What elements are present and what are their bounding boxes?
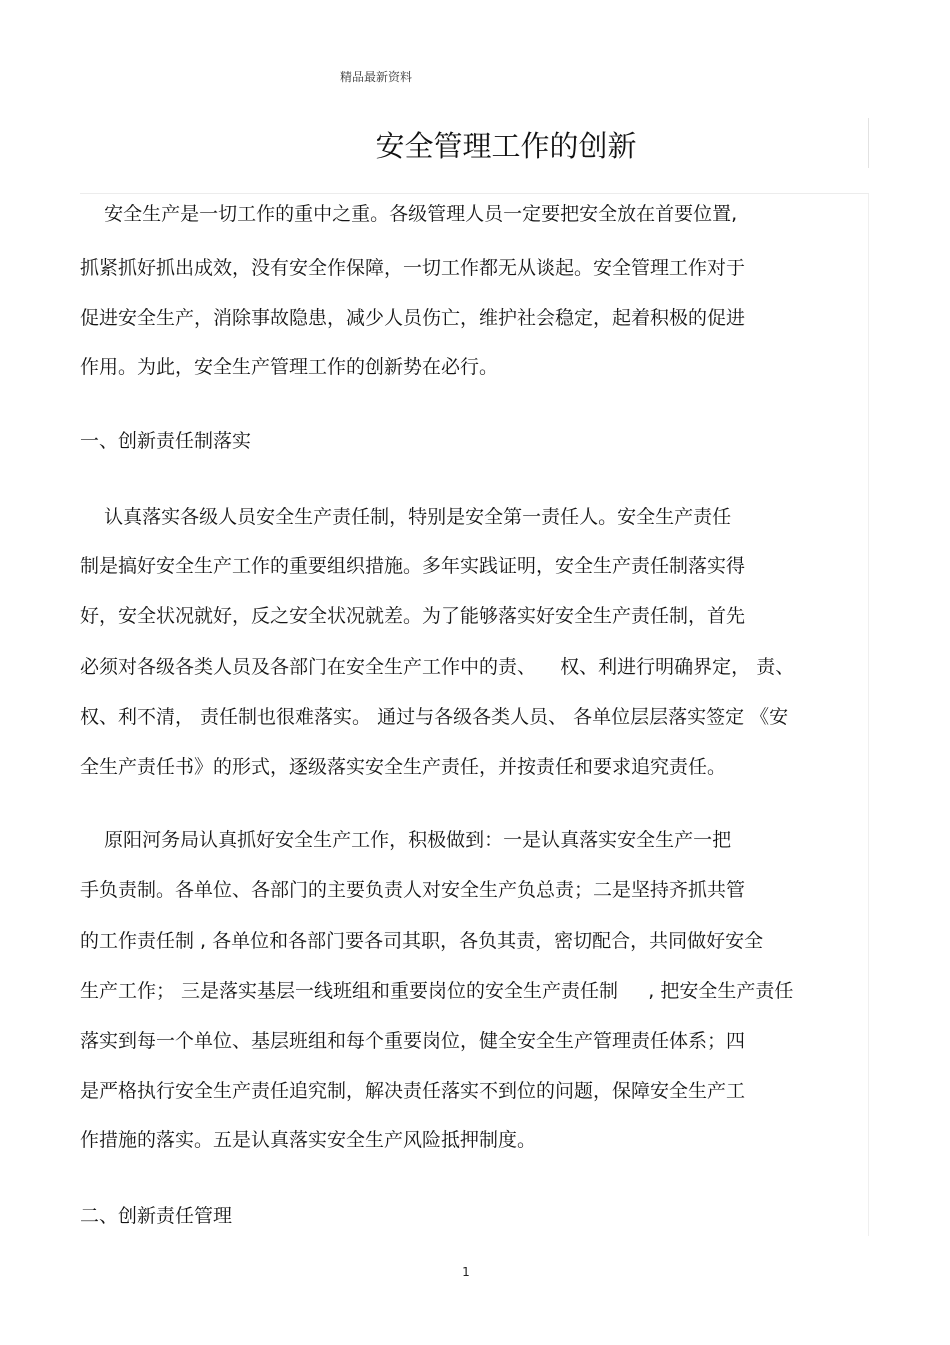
horizontal-rule bbox=[80, 193, 869, 194]
paragraph-line: 原阳河务局认真抓好安全生产工作，积极做到：一是认真落实安全生产一把 bbox=[80, 829, 732, 851]
section-heading: 一、创新责任制落实 bbox=[80, 430, 252, 452]
paragraph-line: 的工作责任制 , 各单位和各部门要各司其职，各负其责，密切配合，共同做好安全 bbox=[80, 930, 764, 952]
paragraph-line: 权、利不清， 责任制也很难落实。 通过与各级各类人员、 各单位层层落实签定 《安 bbox=[80, 706, 789, 728]
paragraph-line: 落实到每一个单位、基层班组和每个重要岗位，健全安全生产管理责任体系；四 bbox=[80, 1030, 746, 1052]
paragraph-line: 作用。为此，安全生产管理工作的创新势在必行。 bbox=[80, 356, 499, 378]
paragraph-line: 手负责制。各单位、各部门的主要负责人对安全生产负总责；二是坚持齐抓共管 bbox=[80, 879, 746, 901]
section-heading: 二、创新责任管理 bbox=[80, 1205, 233, 1227]
page-number: 1 bbox=[462, 1265, 470, 1279]
paragraph-line: 安全生产是一切工作的重中之重。各级管理人员一定要把安全放在首要位置, bbox=[80, 203, 738, 225]
paragraph-line: 必须对各级各类人员及各部门在安全生产工作中的责、 权、利进行明确界定， 责、 bbox=[80, 656, 795, 678]
top-vertical-rule bbox=[868, 118, 869, 168]
paragraph-line: 抓紧抓好抓出成效，没有安全作保障，一切工作都无从谈起。安全管理工作对于 bbox=[80, 257, 746, 279]
paragraph-line: 促进安全生产，消除事故隐患，减少人员伤亡，维护社会稳定，起着积极的促进 bbox=[80, 307, 746, 329]
paragraph-line: 全生产责任书》的形式，逐级落实安全生产责任，并按责任和要求追究责任。 bbox=[80, 756, 727, 778]
body-vertical-rule bbox=[868, 194, 869, 1236]
paragraph-line: 好，安全状况就好，反之安全状况就差。为了能够落实好安全生产责任制，首先 bbox=[80, 605, 746, 627]
paragraph-line: 认真落实各级人员安全生产责任制，特别是安全第一责任人。安全生产责任 bbox=[80, 506, 732, 528]
document-title: 安全管理工作的创新 bbox=[375, 129, 637, 163]
paragraph-line: 是严格执行安全生产责任追究制，解决责任落实不到位的问题，保障安全生产工 bbox=[80, 1080, 746, 1102]
paragraph-line: 作措施的落实。五是认真落实安全生产风险抵押制度。 bbox=[80, 1129, 537, 1151]
paragraph-line: 制是搞好安全生产工作的重要组织措施。多年实践证明，安全生产责任制落实得 bbox=[80, 555, 746, 577]
paragraph-line: 生产工作； 三是落实基层一线班组和重要岗位的安全生产责任制 , 把安全生产责任 bbox=[80, 980, 794, 1002]
header-note: 精品最新资料 bbox=[340, 70, 413, 84]
